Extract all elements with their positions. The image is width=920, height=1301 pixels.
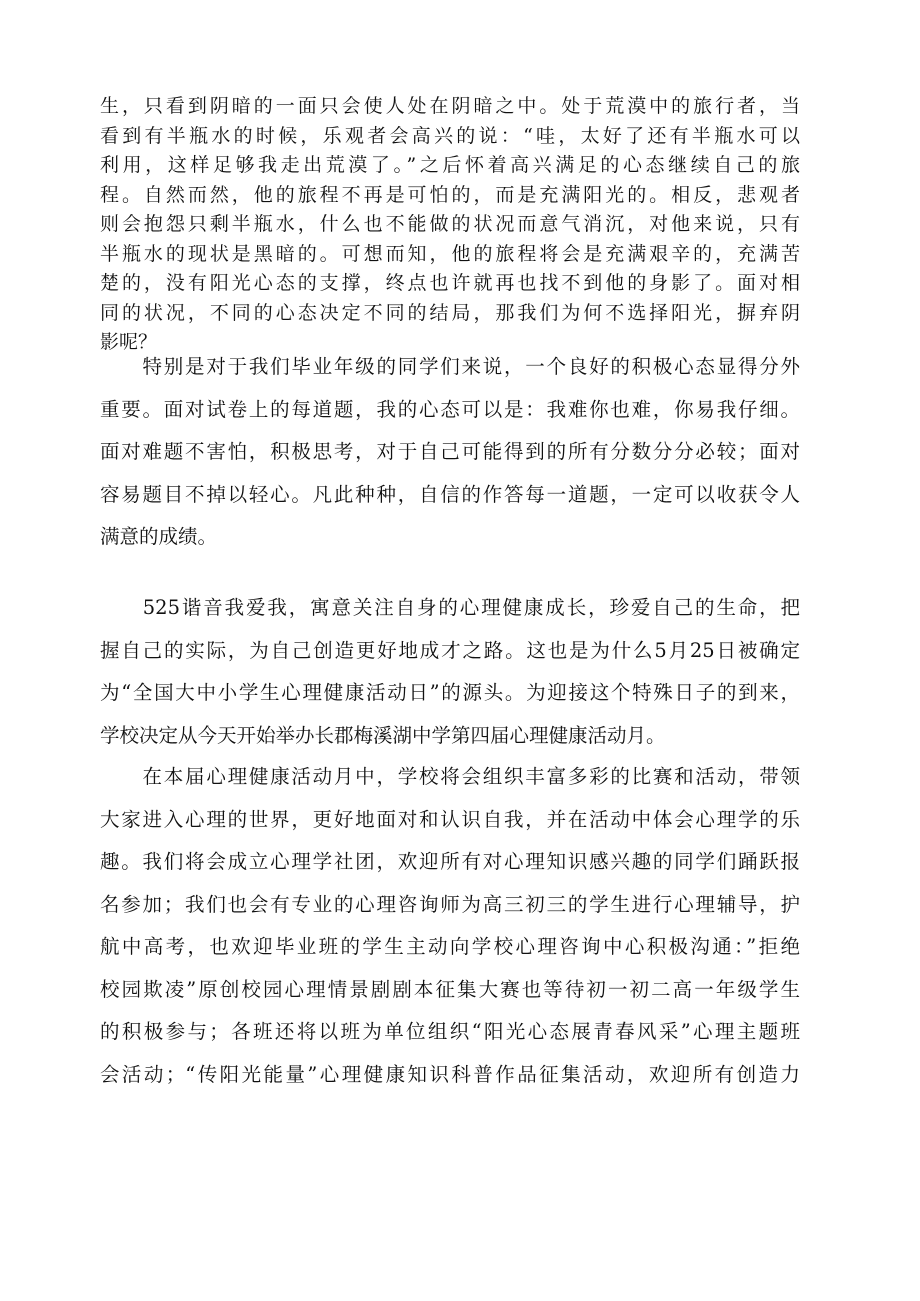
text-line: 同的状况，不同的心态决定不同的结局，那我们为何不选择阳光，摒弃阴 (100, 301, 800, 324)
text-line: 面对难题不害怕，积极思考，对于自己可能得到的所有分数分分必较；面对 (100, 440, 800, 463)
text-line: 握自己的实际，为自己创造更好地成才之路。这也是为什么5月25日被确定 (100, 638, 800, 662)
text-line: 影呢？ (100, 331, 158, 353)
paragraph-optimism (100, 92, 800, 358)
text-line: 利用，这样足够我走出荒漠了。”之后怀着高兴满足的心态继续自己的旅 (100, 154, 800, 176)
text-line: 525谐音我爱我，寓意关注自身的心理健康成长，珍爱自己的生命，把 (100, 596, 800, 619)
text-line: 学校决定从今天开始举办长郡梅溪湖中学第四届心理健康活动月。 (100, 723, 666, 747)
paragraph-activity-month (100, 756, 800, 1096)
text-line: 大家进入心理的世界，更好地面对和认识自我，并在活动中体会心理学的乐 (100, 807, 800, 831)
text-line: 会活动；“传阳光能量”心理健康知识科普作品征集活动，欢迎所有创造力 (100, 1062, 800, 1086)
text-line: 校园欺凌”原创校园心理情景剧剧本征集大赛也等待初一初二高一年级学生 (100, 977, 800, 1001)
text-line: 程。自然而然，他的旅程不再是可怕的，而是充满阳光的。相反，悲观者 (100, 183, 800, 206)
text-line: 生，只看到阴暗的一面只会使人处在阴暗之中。处于荒漠中的旅行者，当 (100, 95, 800, 117)
text-line: 容易题目不掉以轻心。凡此种种，自信的作答每一道题，一定可以收获令人 (100, 482, 800, 506)
paragraph-graduating-students (100, 346, 800, 559)
text-line: 重要。面对试卷上的每道题，我的心态可以是：我难你也难，你易我仔细。 (100, 397, 800, 421)
text-line: 趣。我们将会成立心理学社团，欢迎所有对心理知识感兴趣的同学们踊跃报 (100, 850, 800, 873)
text-line: 特别是对于我们毕业年级的同学们来说，一个良好的积极心态显得分外 (100, 355, 800, 378)
text-line: 名参加；我们也会有专业的心理咨询师为高三初三的学生进行心理辅导，护 (100, 892, 800, 916)
text-line: 为“全国大中小学生心理健康活动日”的源头。为迎接这个特殊日子的到来， (100, 681, 800, 704)
text-line: 半瓶水的现状是黑暗的。可想而知，他的旅程将会是充满艰辛的，充满苦 (100, 242, 800, 265)
text-line: 在本届心理健康活动月中，学校将会组织丰富多彩的比赛和活动，带领 (100, 765, 800, 788)
text-line: 楚的，没有阳光心态的支撑，终点也许就再也找不到他的身影了。面对相 (100, 272, 800, 294)
text-line: 看到有半瓶水的时候，乐观者会高兴的说：“哇，太好了还有半瓶水可以 (100, 124, 800, 147)
text-line: 则会抱怨只剩半瓶水，什么也不能做的状况而意气消沉，对他来说，只有 (100, 213, 800, 235)
text-line: 的积极参与；各班还将以班为单位组织“阳光心态展青春风采”心理主题班 (100, 1020, 800, 1043)
paragraph-525-day (100, 587, 800, 757)
text-line: 航中高考，也欢迎毕业班的学生主动向学校心理咨询中心积极沟通：”拒绝 (100, 935, 800, 958)
text-line: 满意的成绩。 (100, 525, 218, 548)
